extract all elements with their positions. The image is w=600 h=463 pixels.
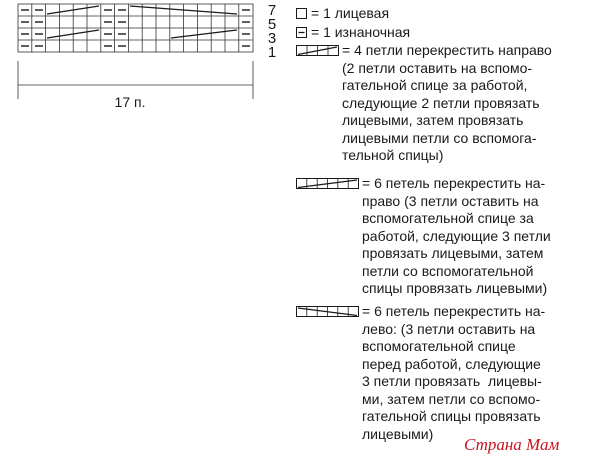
legend-purl-text: = 1 изнаночная: [311, 24, 411, 40]
cable-6-right-symbol-icon: [296, 178, 360, 189]
cable-6-left-symbol-icon: [296, 306, 360, 317]
row-label: 3: [267, 30, 277, 47]
chart-grid: [18, 4, 253, 52]
legend-cable6-left-text: = 6 петель перекрестить на- лево: (3 петли оставить на вспомогательной спице перед работой, следующие 3 петли провязать лицевы- ми, затем петли со вспомо- гательной спицы провязать лицевыми): [362, 303, 546, 442]
watermark: Страна Мам: [464, 435, 560, 454]
cable-row3-right: [171, 30, 237, 38]
row-label: 1: [267, 44, 277, 61]
legend-knit-text: = 1 лицевая: [311, 5, 390, 21]
legend-cable6-right-text: = 6 петель перекрестить на- право (3 петли оставить на вспомогательной спице за работой, следующие 3 петли провязать лицевыми, затем петли со вспомогательной спицы провязать лицевыми): [362, 175, 551, 296]
row-label: 7: [267, 2, 277, 19]
row-label: 5: [267, 16, 277, 33]
legend-cable4-text: = 4 петли перекрестить направо (2 петли оставить на вспомо- гательной спице за работой, следующие 2 петли провязать лицевыми, затем провязать лицевыми петли со вспомога- тельной спицы): [342, 42, 552, 163]
knit-symbol-icon: [296, 8, 307, 19]
cable-4-right-symbol-icon: [296, 45, 340, 56]
stitch-count-caption: 17 п.: [114, 94, 146, 110]
purl-symbol-icon: [296, 27, 307, 38]
